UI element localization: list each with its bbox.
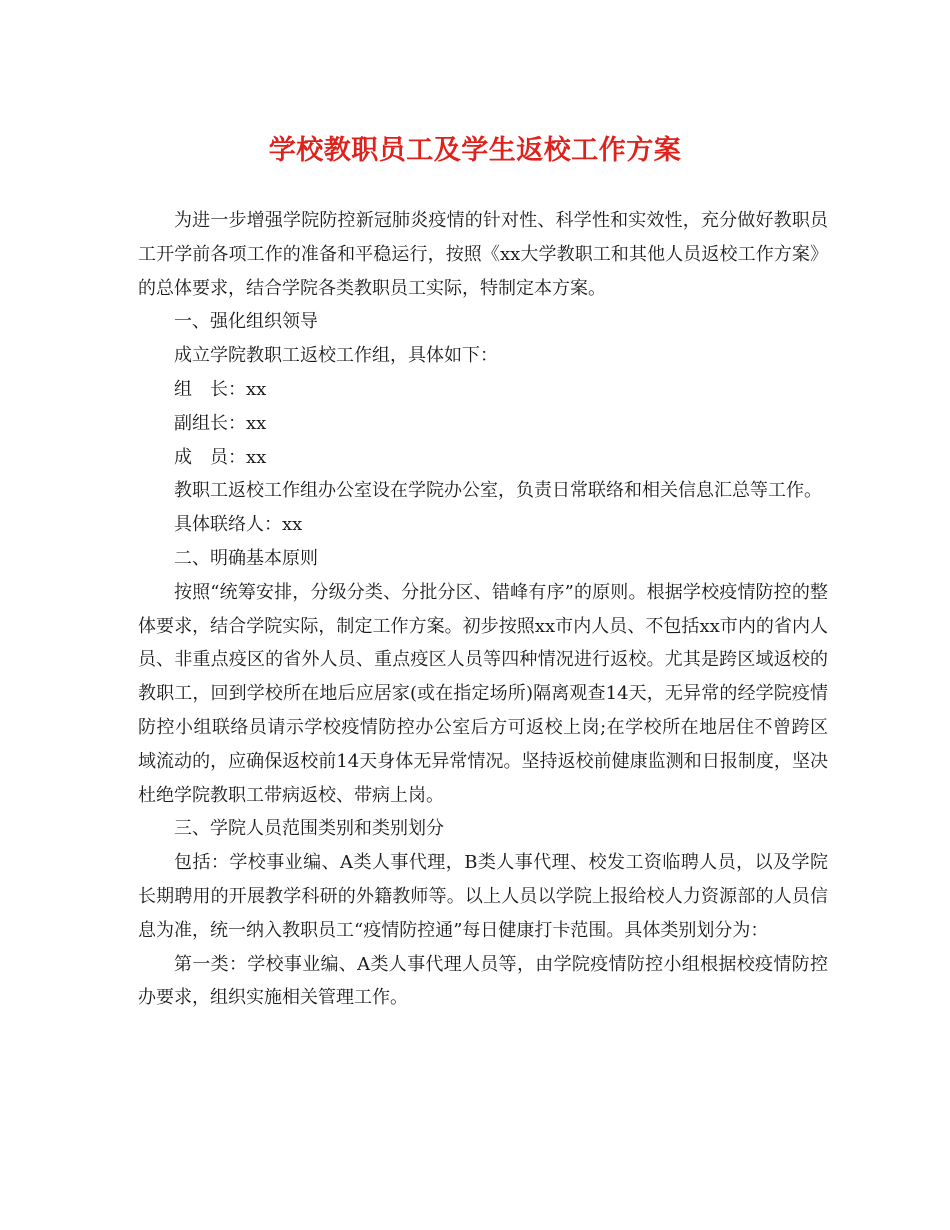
- paragraph: 教职工返校工作组办公室设在学院办公室，负责日常联络和相关信息汇总等工作。: [174, 480, 822, 502]
- paragraph-members: 成 员：xx: [174, 446, 267, 468]
- section-heading-2: 二、明确基本原则: [174, 547, 318, 569]
- paragraph: 成立学院教职工返校工作组，具体如下：: [174, 345, 498, 367]
- paragraph: 包括：学校事业编、A类人事代理，B类人事代理、校发工资临聘人员，以及学院长期聘用的开展教学科研的外籍教师等。以上人员以学院上报给校人力资源部的人员信息为准，统一纳入教职员工“疫情防控通”每日健康打卡范围。具体类别划分为：: [138, 852, 828, 941]
- document-title: 学校教职员工及学生返校工作方案: [268, 135, 682, 166]
- paragraph: 按照“统筹安排，分级分类、分批分区、错峰有序”的原则。根据学校疫情防控的整体要求，结合学院实际，制定工作方案。初步按照xx市内人员、不包括xx市内的省内人员、非重点疫区的省外人员、重点疫区人员等四种情况进行返校。尤其是跨区域返校的教职工，回到学校所在地后应居家(或在指定场所)隔离观查14天，无异常的经学院疫情防控小组联络员请示学校疫情防控办公室后方可返校上岗;在学校所在地居住不曾跨区域流动的，应确保返校前14天身体无异常情况。坚持返校前健康监测和日报制度，坚决杜绝学院教职工带病返校、带病上岗。: [138, 581, 828, 806]
- paragraph-intro: 为进一步增强学院防控新冠肺炎疫情的针对性、科学性和实效性，充分做好教职员工开学前各项工作的准备和平稳运行，按照《xx大学教职工和其他人员返校工作方案》的总体要求，结合学院各类教职员工实际，特制定本方案。: [138, 210, 828, 299]
- section-heading-1: 一、强化组织领导: [174, 311, 318, 333]
- paragraph-deputy-leader: 副组长：xx: [174, 412, 267, 434]
- paragraph-contact: 具体联络人：xx: [174, 514, 303, 536]
- document-body: [138, 204, 828, 1015]
- paragraph: 第一类：学校事业编、A类人事代理人员等，由学院疫情防控小组根据校疫情防控办要求，组织实施相关管理工作。: [138, 953, 828, 1009]
- paragraph-leader: 组 长：xx: [174, 378, 267, 400]
- section-heading-3: 三、学院人员范围类别和类别划分: [174, 818, 444, 840]
